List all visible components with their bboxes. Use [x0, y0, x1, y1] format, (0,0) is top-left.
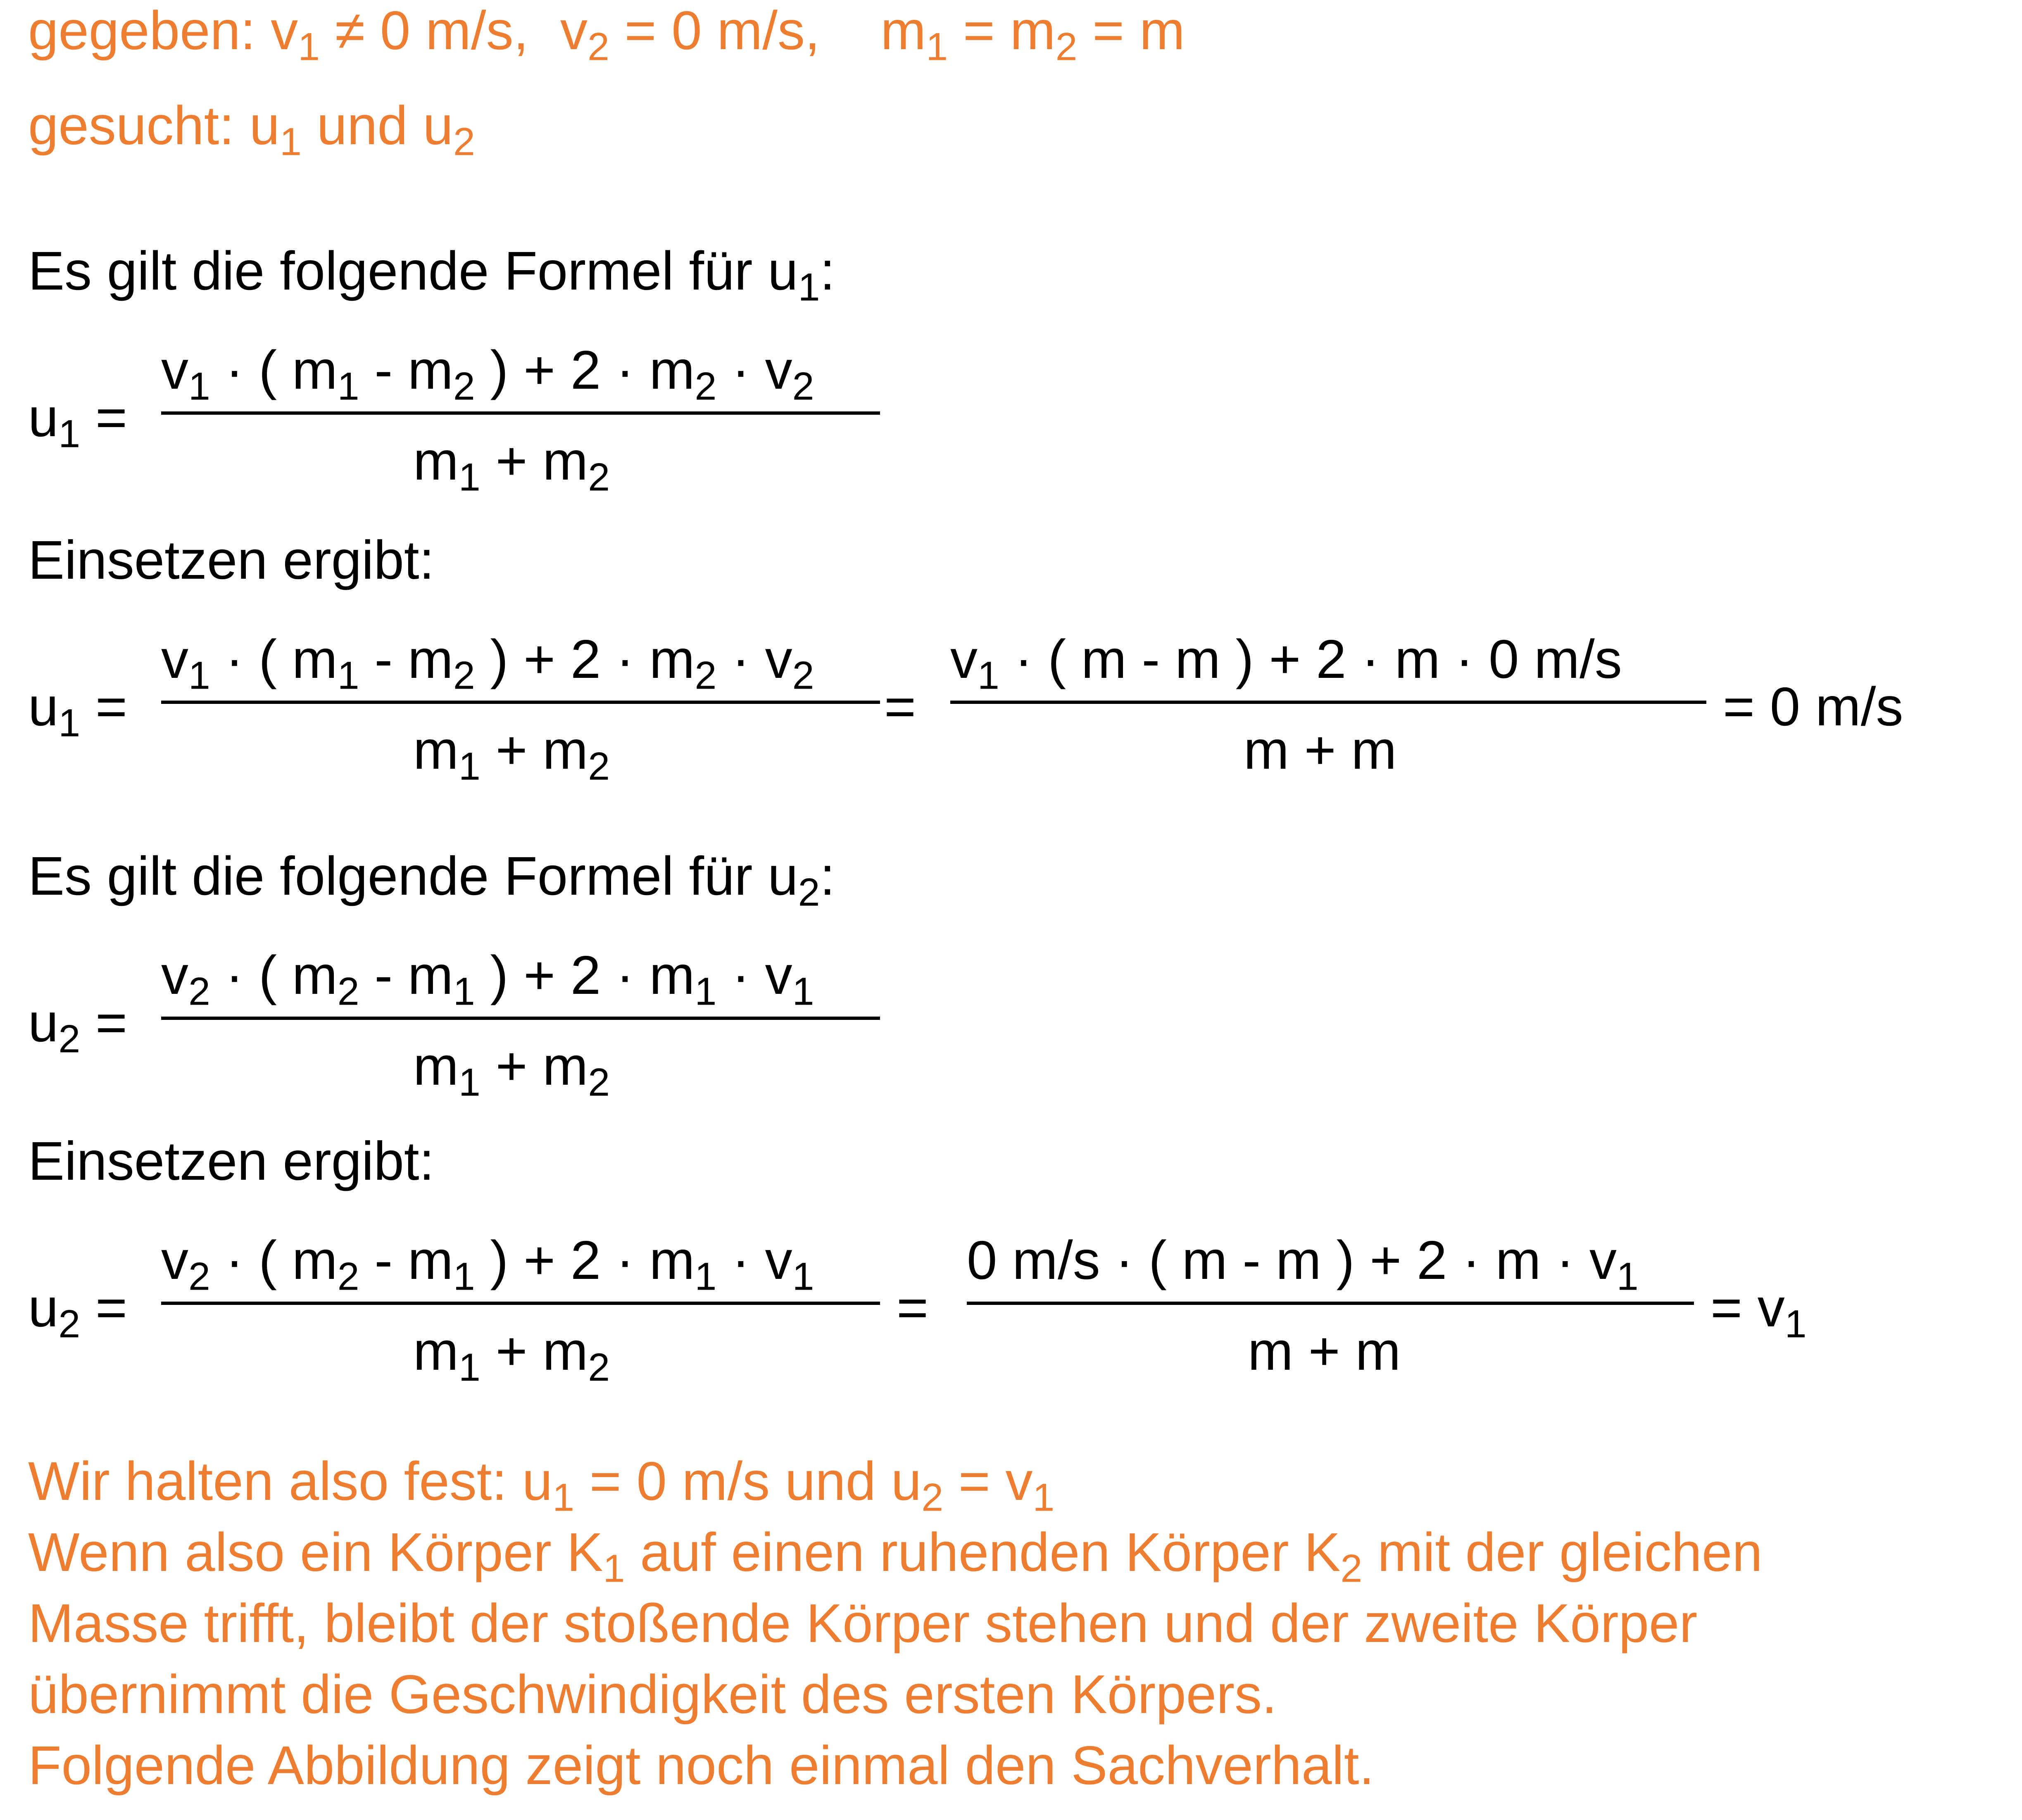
- u1-formula-fraction-bar: [161, 411, 880, 415]
- u2-formula-fraction-bar: [161, 1017, 880, 1020]
- given-label: gegeben:: [28, 0, 256, 61]
- u1-substituted-denominator: $m_1 + m_2$: [413, 720, 610, 789]
- u2-formula-intro: Es gilt die folgende Formel für $u_2$:: [28, 846, 835, 915]
- given-line: [28, 0, 1185, 69]
- u2-result: = $v_1$: [1710, 1277, 1807, 1346]
- given-v2: $v_2 = 0$ m/s,: [560, 0, 820, 69]
- u2-substituted-denominator: $m_1 + m_2$: [413, 1321, 610, 1390]
- u2-formula-denominator: $m_1 + m_2$: [413, 1036, 610, 1105]
- u1-formula-lhs: $u_1$ =: [28, 387, 128, 456]
- u1-substitution-heading: Einsetzen ergibt:: [28, 530, 435, 590]
- sought-line: gesucht: $u_1$ und $u_2$: [28, 95, 475, 164]
- u2-substituted-denominator-2: m + m: [1248, 1321, 1401, 1381]
- conclusion-line-3: Masse trifft, bleibt der stoßende Körper stehen und der zweite Körper: [28, 1593, 1698, 1654]
- u1-result: = 0 m/s: [1723, 676, 1903, 737]
- u1-substituted-fraction-bar-2: [950, 701, 1706, 704]
- u1-formula-intro: Es gilt die folgende Formel für $u_1$:: [28, 240, 835, 309]
- conclusion-line-5: Folgende Abbildung zeigt noch einmal den Sachverhalt.: [28, 1735, 1375, 1796]
- conclusion-line-1: Wir halten also fest: $u_1 = 0$ m/s und $u_2 = v_1$: [28, 1451, 1055, 1520]
- u2-substituted-equals: =: [897, 1277, 929, 1338]
- u2-substituted-fraction-bar-1: [161, 1302, 880, 1305]
- u2-substitution-heading: Einsetzen ergibt:: [28, 1131, 435, 1191]
- u2-substituted-numerator-2: 0 m/s · ( m - m ) + $2 \cdot m \cdot v_1$: [967, 1230, 1639, 1299]
- given-masses: $m_1 = m_2 = m$: [880, 0, 1185, 69]
- u1-substituted-numerator: $v_1$ · ( $m_1 - m_2$ ) + $2 \cdot m_2 \cdot v_2$: [161, 629, 814, 698]
- u1-substituted-denominator-2: m + m: [1244, 720, 1397, 780]
- u2-formula-numerator: $v_2$ · ( $m_2 - m_1$ ) + $2 \cdot m_1 \cdot v_1$: [161, 945, 814, 1014]
- u1-formula-denominator: $m_1 + m_2$: [413, 430, 610, 499]
- u1-substituted-numerator-2: $v_1$ · ( m - m ) + 2 · m · 0 m/s: [950, 629, 1622, 698]
- u1-substituted-fraction-bar-1: [161, 701, 880, 704]
- u1-substituted-equals: =: [884, 676, 916, 737]
- u2-substituted-lhs: $u_2$ =: [28, 1277, 128, 1346]
- given-v1: $v_1 \ne 0$ m/s,: [271, 0, 529, 69]
- u2-substituted-numerator: $v_2$ · ( $m_2 - m_1$ ) + $2 \cdot m_1 \cdot v_1$: [161, 1230, 814, 1299]
- u1-substituted-lhs: $u_1$ =: [28, 676, 128, 745]
- conclusion-line-4: übernimmt die Geschwindigkeit des ersten Körpers.: [28, 1664, 1277, 1725]
- u2-substituted-fraction-bar-2: [967, 1302, 1694, 1305]
- conclusion-line-2: Wenn also ein Körper $K_1$ auf einen ruhenden Körper $K_2$ mit der gleichen: [28, 1522, 1763, 1591]
- u2-formula-lhs: $u_2$ =: [28, 992, 128, 1061]
- u1-formula-numerator: $v_1$ · ( $m_1 - m_2$ ) + $2 \cdot m_2 \cdot v_2$: [161, 340, 814, 409]
